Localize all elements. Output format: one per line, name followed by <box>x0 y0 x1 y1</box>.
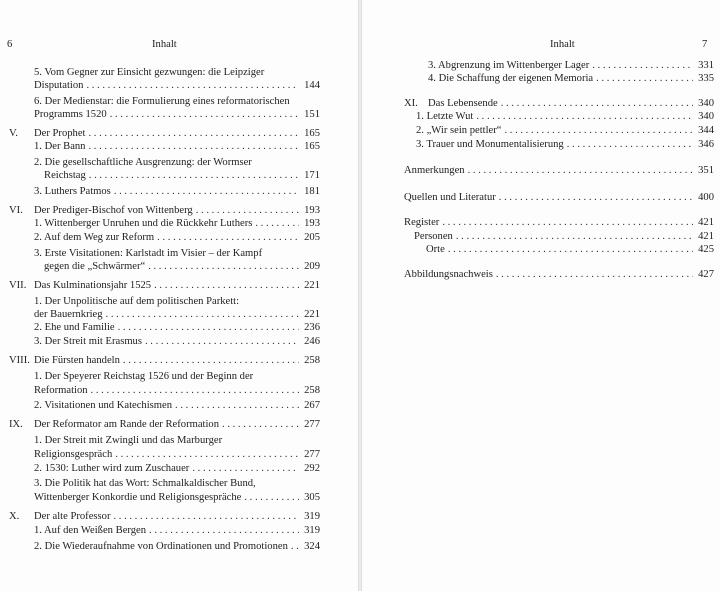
leader-dots <box>149 524 299 537</box>
entry-page-number: 144 <box>304 80 320 91</box>
toc-entry <box>34 462 320 475</box>
entry-title: Reichstag <box>44 170 86 181</box>
toc-entry <box>34 399 320 412</box>
leader-dots <box>123 354 299 367</box>
leader-dots <box>255 217 299 230</box>
toc-entry <box>34 108 320 121</box>
toc-entry <box>416 110 714 123</box>
leader-dots <box>592 59 693 72</box>
entry-title: Reformation <box>34 385 88 396</box>
toc-entry <box>34 524 320 537</box>
entry-page-number: 209 <box>304 261 320 272</box>
toc-entry <box>34 295 320 308</box>
entry-title: Personen <box>414 231 453 242</box>
entry-page-number: 277 <box>304 449 320 460</box>
toc-entry <box>34 185 320 198</box>
toc-entry <box>34 247 320 260</box>
entry-title: 1. Der Bann <box>34 141 86 152</box>
chapter-number: VIII. <box>9 355 30 366</box>
leader-dots <box>596 72 693 85</box>
leader-dots <box>244 491 299 504</box>
chapter-number: VI. <box>9 205 23 216</box>
entry-title: 2. Die Wiederaufnahme von Ordinationen und Promotionen <box>34 541 288 552</box>
toc-entry <box>404 268 714 281</box>
entry-title: 2. Auf dem Weg zur Reform <box>34 232 155 243</box>
leader-dots <box>496 268 693 281</box>
toc-entry <box>9 127 320 140</box>
leader-dots <box>448 243 693 256</box>
entry-title: 3. Der Streit mit Erasmus <box>34 336 142 347</box>
chapter-number: V. <box>9 128 18 139</box>
entry-page-number: 340 <box>698 111 714 122</box>
entry-page-number: 246 <box>304 336 320 347</box>
leader-dots <box>86 79 299 92</box>
entry-page-number: 221 <box>304 309 320 320</box>
entry-title: 5. Vom Gegner zur Einsicht gezwungen: die Leipziger <box>34 67 265 78</box>
entry-title: Die Fürsten handeln <box>34 355 120 366</box>
toc-entry <box>9 510 320 523</box>
entry-title: Disputation <box>34 80 84 91</box>
entry-page-number: 165 <box>304 128 320 139</box>
entry-page-number: 319 <box>304 525 320 536</box>
toc-entry <box>34 308 320 321</box>
leader-dots <box>154 279 299 292</box>
entry-page-number: 267 <box>304 400 320 411</box>
toc-entry <box>9 354 320 367</box>
toc-entry <box>426 243 714 256</box>
running-header: Inhalt <box>550 39 575 50</box>
entry-title: der Bauernkrieg <box>34 309 103 320</box>
toc-entry <box>34 448 320 461</box>
entry-title: Orte <box>426 244 445 255</box>
toc-entry <box>34 66 320 79</box>
entry-page-number: 319 <box>304 511 320 522</box>
leader-dots <box>113 510 299 523</box>
toc-entry <box>34 231 320 244</box>
entry-page-number: 351 <box>698 165 714 176</box>
entry-page-number: 292 <box>304 463 320 474</box>
right-page <box>362 0 720 591</box>
entry-page-number: 324 <box>304 541 320 552</box>
entry-title: 1. Der Speyerer Reichstag 1526 und der Beginn der <box>34 371 254 382</box>
chapter-number: XI. <box>404 98 418 109</box>
left-page <box>0 0 358 591</box>
leader-dots <box>148 260 299 273</box>
entry-title: 1. Der Unpolitische auf dem politischen Parkett: <box>34 296 240 307</box>
entry-title: 2. 1530: Luther wird zum Zuschauer <box>34 463 190 474</box>
toc-entry <box>404 97 714 110</box>
leader-dots <box>89 169 299 182</box>
entry-title: 1. Wittenberger Unruhen und die Rückkehr Luthers <box>34 218 253 229</box>
leader-dots <box>222 418 299 431</box>
chapter-number: VII. <box>9 280 27 291</box>
entry-title: Anmerkungen <box>404 165 465 176</box>
leader-dots <box>88 127 299 140</box>
entry-title: Das Lebensende <box>428 98 498 109</box>
leader-dots <box>192 462 299 475</box>
entry-page-number: 193 <box>304 218 320 229</box>
leader-dots <box>501 97 693 110</box>
entry-title: 3. Abgrenzung im Wittenberger Lager <box>428 60 590 71</box>
page-number: 7 <box>702 39 708 50</box>
toc-entry <box>428 72 714 85</box>
leader-dots <box>291 540 299 553</box>
toc-entry <box>34 477 320 490</box>
entry-page-number: 421 <box>698 231 714 242</box>
running-header: Inhalt <box>152 39 177 50</box>
leader-dots <box>91 384 299 397</box>
toc-entry <box>34 140 320 153</box>
entry-title: 2. Visitationen und Katechismen <box>34 400 173 411</box>
entry-page-number: 421 <box>698 217 714 228</box>
leader-dots <box>110 108 299 121</box>
entry-title: 3. Erste Visitationen: Karlstadt im Visier – der Kampf <box>34 248 263 259</box>
toc-entry <box>34 79 320 92</box>
entry-title: 1. Der Streit mit Zwingli und das Marburger <box>34 435 223 446</box>
chapter-number: IX. <box>9 419 23 430</box>
toc-entry <box>428 59 714 72</box>
leader-dots <box>567 138 693 151</box>
toc-entry <box>9 418 320 431</box>
toc-entry <box>404 191 714 204</box>
toc-entry <box>34 156 320 169</box>
entry-page-number: 277 <box>304 419 320 430</box>
entry-page-number: 171 <box>304 170 320 181</box>
toc-entry <box>34 321 320 334</box>
entry-title: Der Prophet <box>34 128 86 139</box>
entry-page-number: 205 <box>304 232 320 243</box>
leader-dots <box>499 191 693 204</box>
entry-title: Religionsgespräch <box>34 449 113 460</box>
toc-entry <box>34 95 320 108</box>
toc-entry <box>9 279 320 292</box>
entry-title: gegen die „Schwärmer“ <box>44 261 146 272</box>
entry-page-number: 193 <box>304 205 320 216</box>
toc-entry <box>404 164 714 177</box>
entry-page-number: 165 <box>304 141 320 152</box>
entry-title: 4. Die Schaffung der eigenen Memoria <box>428 73 594 84</box>
entry-title: Der Prediger-Bischof von Wittenberg <box>34 205 193 216</box>
entry-page-number: 331 <box>698 60 714 71</box>
entry-page-number: 425 <box>698 244 714 255</box>
toc-entry <box>44 260 320 273</box>
entry-title: Abbildungsnachweis <box>404 269 493 280</box>
toc-entry <box>34 370 320 383</box>
entry-page-number: 258 <box>304 355 320 366</box>
leader-dots <box>118 321 299 334</box>
entry-page-number: 400 <box>698 192 714 203</box>
toc-entry <box>34 384 320 397</box>
leader-dots <box>504 124 693 137</box>
toc-entry <box>34 434 320 447</box>
leader-dots <box>442 216 693 229</box>
entry-page-number: 151 <box>304 109 320 120</box>
entry-page-number: 346 <box>698 139 714 150</box>
leader-dots <box>468 164 693 177</box>
entry-page-number: 344 <box>698 125 714 136</box>
entry-title: 3. Trauer und Monumentalisierung <box>416 139 564 150</box>
toc-entry <box>414 230 714 243</box>
entry-title: 1. Letzte Wut <box>416 111 474 122</box>
entry-page-number: 181 <box>304 186 320 197</box>
leader-dots <box>175 399 299 412</box>
toc-entry <box>416 124 714 137</box>
entry-page-number: 335 <box>698 73 714 84</box>
leader-dots <box>106 308 299 321</box>
leader-dots <box>145 335 299 348</box>
toc-entry <box>416 138 714 151</box>
toc-entry <box>9 204 320 217</box>
entry-title: Der alte Professor <box>34 511 111 522</box>
toc-entry <box>44 169 320 182</box>
leader-dots <box>157 231 299 244</box>
leader-dots <box>456 230 693 243</box>
toc-entry <box>404 216 714 229</box>
entry-title: Programms 1520 <box>34 109 107 120</box>
page-number: 6 <box>7 39 13 50</box>
entry-page-number: 258 <box>304 385 320 396</box>
toc-entry <box>34 540 320 553</box>
entry-page-number: 427 <box>698 269 714 280</box>
entry-page-number: 340 <box>698 98 714 109</box>
entry-title: 3. Luthers Patmos <box>34 186 111 197</box>
entry-page-number: 236 <box>304 322 320 333</box>
toc-entry <box>34 491 320 504</box>
entry-title: Quellen und Literatur <box>404 192 496 203</box>
entry-title: Der Reformator am Rande der Reformation <box>34 419 220 430</box>
entry-title: Das Kulminationsjahr 1525 <box>34 280 152 291</box>
entry-page-number: 305 <box>304 492 320 503</box>
leader-dots <box>88 140 299 153</box>
entry-title: 1. Auf den Weißen Bergen <box>34 525 147 536</box>
entry-title: Register <box>404 217 440 228</box>
entry-page-number: 221 <box>304 280 320 291</box>
entry-title: 6. Der Medienstar: die Formulierung eines reformatorischen <box>34 96 290 107</box>
entry-title: Wittenberger Konkordie und Religionsgespräche <box>34 492 242 503</box>
leader-dots <box>115 448 299 461</box>
entry-title: 2. Die gesellschaftliche Ausgrenzung: der Wormser <box>34 157 252 168</box>
toc-entry <box>34 335 320 348</box>
entry-title: 2. „Wir sein pettler“ <box>416 125 502 136</box>
toc-entry <box>34 217 320 230</box>
entry-title: 3. Die Politik hat das Wort: Schmalkaldischer Bund, <box>34 478 256 489</box>
leader-dots <box>476 110 693 123</box>
leader-dots <box>196 204 299 217</box>
leader-dots <box>114 185 299 198</box>
entry-title: 2. Ehe und Familie <box>34 322 115 333</box>
chapter-number: X. <box>9 511 20 522</box>
